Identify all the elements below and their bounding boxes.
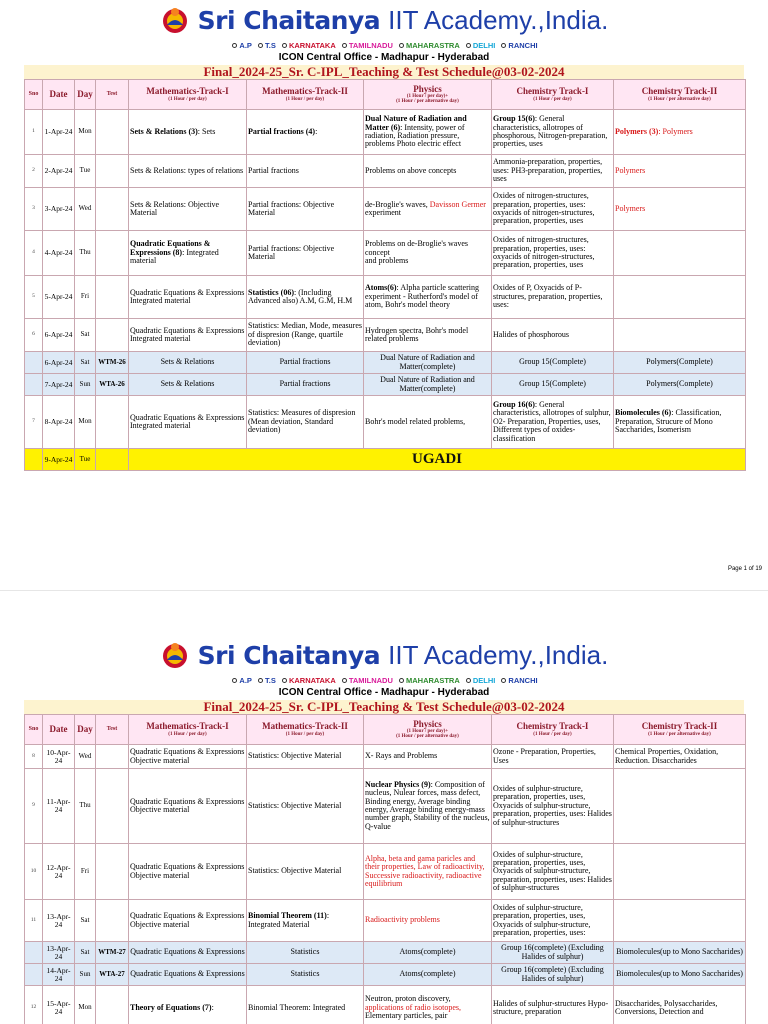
table-row (25, 844, 746, 900)
test-row (25, 964, 746, 986)
test-row (25, 352, 746, 374)
cell-chem1: Oxides of nitrogen-structures, preparation, properties, uses: oxyacids of nitrogen-structures, preparation, properties, uses (492, 188, 614, 231)
col-math1: Mathematics-Track-I (1 Hour / per day) (129, 715, 247, 745)
cell-test (96, 155, 129, 188)
bullet-icon (399, 678, 404, 683)
state-karnataka: KARNATAKA (288, 676, 336, 685)
cell-date: 10-Apr-24 (43, 745, 75, 769)
state-ts: T.S (265, 676, 276, 685)
cell-test (96, 319, 129, 352)
cell-day: Fri (75, 276, 96, 319)
cell-math1: Sets & Relations (129, 374, 247, 396)
cell-date: 8-Apr-24 (43, 396, 75, 449)
state-ap: A.P (239, 41, 252, 50)
col-physics: Physics (1 Hour / per day)+ (1 Hour / per alternative day) (364, 715, 492, 745)
cell-physics: X- Rays and Problems (364, 745, 492, 769)
schedule-table (24, 714, 746, 1024)
cell-date: 11-Apr-24 (43, 769, 75, 844)
test-row (25, 374, 746, 396)
bullet-icon (258, 678, 263, 683)
cell-day: Mon (75, 110, 96, 155)
state-tamilnadu: TAMILNADU (348, 41, 393, 50)
table-row (25, 900, 746, 942)
cell-date: 13-Apr-24 (43, 900, 75, 942)
cell-chem1: Halides of phosphorous (492, 319, 614, 352)
cell-sno: 12 (25, 986, 43, 1024)
cell-day: Sat (75, 900, 96, 942)
page-2 (0, 590, 768, 1024)
page-number: Page 1 of 19 (727, 566, 762, 572)
cell-chem2: Biomolecules(up to Mono Saccharides) (614, 942, 746, 964)
cell-date: 9-Apr-24 (43, 449, 75, 471)
table-row (25, 319, 746, 352)
cell-day: Tue (75, 155, 96, 188)
office-address: ICON Central Office - Madhapur - Hyderabad (278, 687, 490, 698)
cell-math2: Partial fractions (247, 352, 364, 374)
brand-subtitle: IIT Academy.,India. (388, 639, 609, 670)
cell-date: 12-Apr-24 (43, 844, 75, 900)
col-physics: Physics (1 Hour / per day)+ (1 Hour / per alternative day) (364, 80, 492, 110)
cell-physics: Neutron, proton discovery, applications of radio isotopes, Elementary particles, pair (364, 986, 492, 1024)
cell-math1: Quadratic Equations & Expressions Objective material (129, 769, 247, 844)
col-date: Date (43, 715, 75, 745)
academy-logo-icon (160, 640, 190, 670)
table-header-row (25, 715, 746, 745)
cell-chem1: Group 15(6): General characteristics, allotropes of phosphorous, Nitrogen-preparation, properties, uses (492, 110, 614, 155)
cell-math2: Statistics (247, 942, 364, 964)
cell-math2: Statistics (247, 964, 364, 986)
cell-physics: Nuclear Physics (9): Composition of nucleus, Nulear forces, mass defect, Binding energy, Average binding energy, Average binding energy-mass number graph, Stability of the nucleus, Q-value (364, 769, 492, 844)
cell-chem2: Biomolecules(up to Mono Saccharides) (614, 964, 746, 986)
cell-sno: 1 (25, 110, 43, 155)
brand-name: Sri Chaitanya (197, 5, 381, 35)
cell-test (96, 844, 129, 900)
cell-math1: Quadratic Equations & Expressions Integrated material (129, 396, 247, 449)
bullet-icon (232, 678, 237, 683)
cell-test (96, 745, 129, 769)
cell-day: Tue (75, 449, 96, 471)
cell-math2: Statistics (06): (Including Advanced also) A.M, G.M, H.M (247, 276, 364, 319)
cell-day: Sun (75, 374, 96, 396)
cell-sno (25, 352, 43, 374)
cell-physics: Atoms(6): Alpha particle scattering experiment - Rutherford's model of atom, Bohr's model theory (364, 276, 492, 319)
cell-date: 6-Apr-24 (43, 319, 75, 352)
cell-chem1: Group 16(6): General characteristics, allotropes of sulphur, O2- Preparation, Properties, uses, Different types of oxides- classification (492, 396, 614, 449)
col-math2: Mathematics-Track-II (1 Hour / per day) (247, 715, 364, 745)
cell-test: WTM-27 (96, 942, 129, 964)
cell-sno: 5 (25, 276, 43, 319)
cell-sno (25, 449, 43, 471)
cell-day: Sun (75, 964, 96, 986)
col-math2: Mathematics-Track-II (1 Hour / per day) (247, 80, 364, 110)
cell-chem2 (614, 231, 746, 276)
test-row (25, 942, 746, 964)
cell-physics: Alpha, beta and gama paricles and their properties, Law of radioactivity, Successive radioactivity, radioactive equilibrium (364, 844, 492, 900)
cell-physics: Problems on de-Broglie's waves concept and problems (364, 231, 492, 276)
cell-chem1: Halides of sulphur-structures Hypo- structure, preparation (492, 986, 614, 1024)
bullet-icon (466, 678, 471, 683)
cell-date: 5-Apr-24 (43, 276, 75, 319)
cell-chem2: Disaccharides, Polysaccharides, Conversions, Detection and (614, 986, 746, 1024)
cell-physics: Bohr's model related problems, (364, 396, 492, 449)
cell-math1: Quadratic Equations & Expressions (8): Integrated material (129, 231, 247, 276)
cell-math1: Quadratic Equations & Expressions (129, 942, 247, 964)
cell-physics: Hydrogen spectra, Bohr's model related problems (364, 319, 492, 352)
office-address: ICON Central Office - Madhapur - Hyderabad (278, 52, 490, 63)
cell-chem2 (614, 900, 746, 942)
table-row (25, 769, 746, 844)
cell-sno (25, 964, 43, 986)
cell-math2: Binomial Theorem (11): Integrated Material (247, 900, 364, 942)
state-karnataka: KARNATAKA (288, 41, 336, 50)
state-maharastra: MAHARASTRA (405, 41, 460, 50)
col-day: Day (75, 715, 96, 745)
cell-physics: Atoms(complete) (364, 964, 492, 986)
cell-day: Fri (75, 844, 96, 900)
page-header (0, 591, 768, 714)
cell-sno (25, 374, 43, 396)
cell-chem1: Group 15(Complete) (492, 352, 614, 374)
cell-math2: Statistics: Median, Mode, measures of dispresion (Range, quartile deviation) (247, 319, 364, 352)
cell-physics: Dual Nature of Radiation and Matter(complete) (364, 352, 492, 374)
bullet-icon (342, 43, 347, 48)
table-row (25, 745, 746, 769)
cell-physics: Atoms(complete) (364, 942, 492, 964)
cell-date: 2-Apr-24 (43, 155, 75, 188)
state-tamilnadu: TAMILNADU (348, 676, 393, 685)
page-header (0, 0, 768, 79)
cell-day: Sat (75, 319, 96, 352)
cell-chem1: Group 15(Complete) (492, 374, 614, 396)
cell-sno: 8 (25, 745, 43, 769)
cell-test (96, 188, 129, 231)
brand-bar (0, 0, 768, 40)
cell-math2: Statistics: Objective Material (247, 745, 364, 769)
state-ap: A.P (239, 676, 252, 685)
cell-chem1: Oxides of nitrogen-structures, preparation, properties, uses: oxyacids of nitrogen-structures, preparation, properties, uses (492, 231, 614, 276)
cell-sno: 7 (25, 396, 43, 449)
state-ranchi: RANCHI (508, 676, 538, 685)
cell-day: Wed (75, 745, 96, 769)
bullet-icon (258, 43, 263, 48)
bullet-icon (342, 678, 347, 683)
cell-chem2 (614, 276, 746, 319)
bullet-icon (501, 43, 506, 48)
cell-math1: Quadratic Equations & Expressions Objective material (129, 900, 247, 942)
cell-date: 13-Apr-24 (43, 942, 75, 964)
cell-chem1: Oxides of P, Oxyacids of P-structures, preparation, properties, uses: (492, 276, 614, 319)
cell-day: Mon (75, 986, 96, 1024)
cell-math1: Quadratic Equations & Expressions Integrated material (129, 319, 247, 352)
academy-logo-icon (160, 5, 190, 35)
cell-test (96, 396, 129, 449)
cell-test (96, 900, 129, 942)
cell-date: 3-Apr-24 (43, 188, 75, 231)
cell-date: 15-Apr-24 (43, 986, 75, 1024)
cell-math2: Binomial Theorem: Integrated (247, 986, 364, 1024)
cell-sno: 3 (25, 188, 43, 231)
col-test: Test (96, 715, 129, 745)
table-header-row (25, 80, 746, 110)
cell-day: Mon (75, 396, 96, 449)
col-sno: Sno (25, 715, 43, 745)
cell-day: Thu (75, 231, 96, 276)
cell-math1: Sets & Relations: types of relations (129, 155, 247, 188)
table-row (25, 155, 746, 188)
cell-test: WTA-27 (96, 964, 129, 986)
brand-bar (0, 635, 768, 675)
col-chem1: Chemistry Track-I (1 Hour / per day) (492, 80, 614, 110)
cell-math2: Partial fractions: Objective Material (247, 188, 364, 231)
cell-test (96, 449, 129, 471)
cell-date: 1-Apr-24 (43, 110, 75, 155)
table-row (25, 110, 746, 155)
cell-chem1: Ozone - Preparation, Properties, Uses (492, 745, 614, 769)
cell-chem2: Polymers (614, 155, 746, 188)
table-row (25, 986, 746, 1024)
bullet-icon (232, 43, 237, 48)
cell-physics: Dual Nature of Radiation and Matter (6): Intensity, power of radiation, Radiation pressure, problems Photo electric effect (364, 110, 492, 155)
cell-day: Sat (75, 942, 96, 964)
cell-physics: Dual Nature of Radiation and Matter(complete) (364, 374, 492, 396)
cell-math1: Quadratic Equations & Expressions (129, 964, 247, 986)
cell-date: 14-Apr-24 (43, 964, 75, 986)
col-date: Date (43, 80, 75, 110)
state-ts: T.S (265, 41, 276, 50)
state-delhi: DELHI (472, 676, 496, 685)
col-sno: Sno (25, 80, 43, 110)
cell-test: WTA-26 (96, 374, 129, 396)
col-test: Test (96, 80, 129, 110)
bullet-icon (466, 43, 471, 48)
cell-date: 4-Apr-24 (43, 231, 75, 276)
cell-physics: Problems on above concepts (364, 155, 492, 188)
col-chem2: Chemistry Track-II (1 Hour / per alternative day) (614, 715, 746, 745)
col-chem2: Chemistry Track-II (1 Hour / per alternative day) (614, 80, 746, 110)
cell-day: Sat (75, 352, 96, 374)
cell-chem2: Biomolecules (6): Classification, Preparation, Strucure of Mono Saccharides, Isomerism (614, 396, 746, 449)
cell-test: WTM-26 (96, 352, 129, 374)
cell-test (96, 231, 129, 276)
cell-math1: Quadratic Equations & Expressions Integrated material (129, 276, 247, 319)
cell-test (96, 769, 129, 844)
bullet-icon (282, 43, 287, 48)
cell-chem2: Polymers (3): Polymers (614, 110, 746, 155)
cell-test (96, 276, 129, 319)
cell-math1: Sets & Relations (3): Sets (129, 110, 247, 155)
cell-math2: Statistics: Objective Material (247, 769, 364, 844)
col-chem1: Chemistry Track-I (1 Hour / per day) (492, 715, 614, 745)
col-day: Day (75, 80, 96, 110)
brand-subtitle: IIT Academy.,India. (388, 4, 609, 35)
cell-sno: 2 (25, 155, 43, 188)
cell-physics: Radioactivity problems (364, 900, 492, 942)
cell-chem2 (614, 844, 746, 900)
cell-sno: 10 (25, 844, 43, 900)
cell-chem1: Group 16(complete) (Excluding Halides of sulphur) (492, 942, 614, 964)
schedule-table (24, 79, 746, 471)
schedule-title: Final_2024-25_Sr. C-IPL_Teaching & Test Schedule@03-02-2024 (24, 65, 744, 79)
table-row (25, 231, 746, 276)
bullet-icon (399, 43, 404, 48)
table-row (25, 188, 746, 231)
cell-math1: Quadratic Equations & Expressions Objective material (129, 745, 247, 769)
cell-math1: Sets & Relations: Objective Material (129, 188, 247, 231)
cell-chem1: Oxides of sulphur-structure, preparation, properties, uses, Oxyacids of sulphur-structure, preparation, properties, uses: Halides of sulphur-structures (492, 844, 614, 900)
cell-chem2: Polymers(Complete) (614, 352, 746, 374)
cell-sno: 11 (25, 900, 43, 942)
state-delhi: DELHI (472, 41, 496, 50)
cell-day: Thu (75, 769, 96, 844)
cell-sno: 4 (25, 231, 43, 276)
cell-day: Wed (75, 188, 96, 231)
bullet-icon (282, 678, 287, 683)
col-math1: Mathematics-Track-I (1 Hour / per day) (129, 80, 247, 110)
cell-date: 7-Apr-24 (43, 374, 75, 396)
cell-chem2 (614, 319, 746, 352)
state-ranchi: RANCHI (508, 41, 538, 50)
cell-chem2: Polymers (614, 188, 746, 231)
cell-sno: 9 (25, 769, 43, 844)
table-row (25, 396, 746, 449)
state-list (0, 40, 768, 51)
cell-math2: Partial fractions: Objective Material (247, 231, 364, 276)
cell-math1: Sets & Relations (129, 352, 247, 374)
cell-math1: Quadratic Equations & Expressions Objective material (129, 844, 247, 900)
cell-chem1: Oxides of sulphur-structure, preparation, properties, uses, Oxyacids of sulphur-structure, preparation, properties, uses: Halides of sulphur-structures (492, 769, 614, 844)
holiday-row (25, 449, 746, 471)
cell-math2: Statistics: Objective Material (247, 844, 364, 900)
state-list (0, 675, 768, 686)
cell-chem2 (614, 769, 746, 844)
table-row (25, 276, 746, 319)
cell-math1: Theory of Equations (7): (129, 986, 247, 1024)
cell-physics: de-Broglie's waves, Davisson Germer experiment (364, 188, 492, 231)
cell-test (96, 110, 129, 155)
cell-math2: Statistics: Measures of dispresion (Mean deviation, Standard deviation) (247, 396, 364, 449)
bullet-icon (501, 678, 506, 683)
cell-math2: Partial fractions (247, 374, 364, 396)
cell-test (96, 986, 129, 1024)
brand-name: Sri Chaitanya (197, 640, 381, 670)
cell-sno: 6 (25, 319, 43, 352)
cell-chem2: Chemical Properties, Oxidation, Reduction. Disaccharides (614, 745, 746, 769)
cell-chem1: Ammonia-preparation, properties, uses: PH3-preparation, properties, uses (492, 155, 614, 188)
cell-chem1: Group 16(complete) (Excluding Halides of sulphur) (492, 964, 614, 986)
cell-chem1: Oxides of sulphur-structure, preparation, properties, uses, Oxyacids of sulphur-structure, preparation, properties, uses: (492, 900, 614, 942)
cell-math2: Partial fractions (4): (247, 110, 364, 155)
state-maharastra: MAHARASTRA (405, 676, 460, 685)
cell-chem2: Polymers(Complete) (614, 374, 746, 396)
cell-math2: Partial fractions (247, 155, 364, 188)
cell-sno (25, 942, 43, 964)
cell-date: 6-Apr-24 (43, 352, 75, 374)
schedule-title: Final_2024-25_Sr. C-IPL_Teaching & Test Schedule@03-02-2024 (24, 700, 744, 714)
holiday-label: UGADI (129, 449, 746, 471)
